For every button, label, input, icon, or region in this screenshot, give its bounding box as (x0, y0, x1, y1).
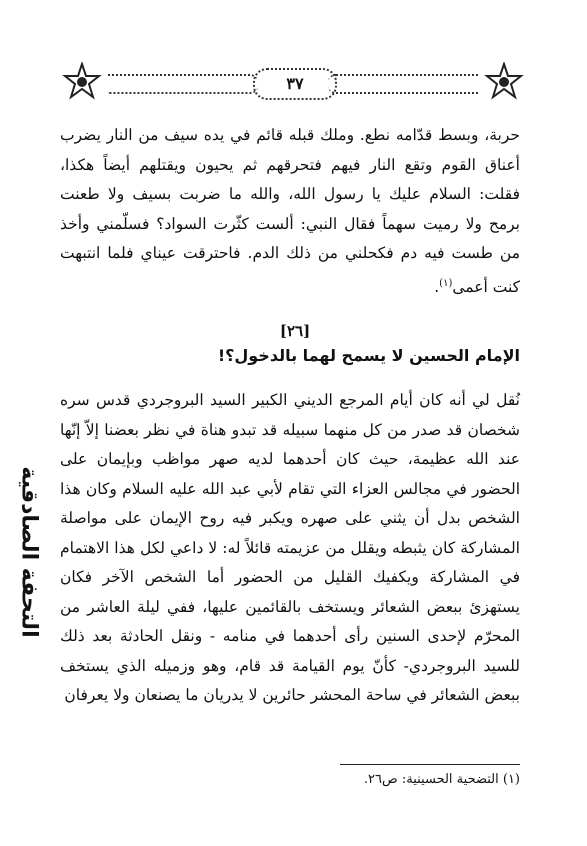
page-header (58, 60, 528, 104)
header-dotted-border-left (108, 74, 258, 94)
side-book-title-text: التحفة الصادقية (16, 466, 42, 638)
footnote: (١) التضحية الحسينية: ص٢٦. (363, 772, 520, 787)
page-number: ٣٧ (253, 68, 337, 100)
star-ornament-icon (484, 62, 524, 102)
paragraph-1: حربة، وبسط قدّامه نطع. وملك قبله قائم في يده سيف من النار يضرب أعناق القوم وتقع النار فيهم فتحرقهم ثم يحيون ويقتلهم أيضاً هكذا، فقلت: السلام عليك يا رسول الله، والله ما ضربت بسيف ولا طعنت برمح ولا رميت سهماً فقال النبي: ألست كثّرت السواد؟ فسلّمني وأخذ من طست فيه دم فكحلني من ذلك الدم. فاحترقت عيناي فلما انتبهت كنت أعمى$^{(١)}$. (60, 126, 520, 296)
header-dotted-border-right (328, 74, 478, 94)
side-book-title (4, 372, 54, 732)
footnote-reference: (١) (439, 277, 453, 289)
paragraph-2: نُقل لي أنه كان أيام المرجع الديني الكبير السيد البروجردي قدس سره شخصان قد صدر من كل منهما سبيله قد تبدو هناة في نظر بعضنا إلاّ إنّها عند الله عظيمة، حيث كان أحدهما لديه صهر مواظب وبإيمان على الحضور في مجالس العزاء التي تقام لأبي عبد الله عليه السلام وكان هذا الشخص بدل أن يثني على صهره ويكبر فيه روح الإيمان على مواصلة المشاركة كان يثبطه ويقلل من عزيمته قائلاً له: لا داعي لكل هذا الاهتمام في المشاركة ويكفيك القليل من الحضور أما الشخص الآخر فكان يستهزئ ببعض الشعائر ويستخف بالقائمين عليها، ففي ليلة العاشر من المحرّم لإحدى السنين رأى أحدهما في منامه - ونقل الحادثة بعد ذلك للسيد البروجردي- كأنّ يوم القيامة قد قام، وهو وزميله الذي يستخف ببعض الشعائر في ساحة المحشر حائرين لا يدريان ما يصنعان ولا يعرفان (60, 391, 520, 704)
footnote-divider (340, 764, 520, 765)
paragraph-1-text: حربة، وبسط قدّامه نطع. وملك قبله قائم في يده سيف من النار يضرب أعناق القوم وتقع النار فيهم فتحرقهم ثم يحيون ويقتلهم أيضاً هكذا، فقلت: السلام عليك يا رسول الله، والله ما ضربت بسيف ولا طعنت برمح ولا رميت سهماً فقال النبي: ألست كثّرت السواد؟ فسلّمني وأخذ من طست فيه دم فكحلني من ذلك الدم. فاحترقت عيناي فلما انتبهت كنت أعمى (60, 126, 520, 296)
section-number: [٢٦] (279, 322, 311, 340)
section-title: الإمام الحسين لا يسمح لهما بالدخول؟! (217, 346, 520, 365)
star-ornament-icon (62, 62, 102, 102)
